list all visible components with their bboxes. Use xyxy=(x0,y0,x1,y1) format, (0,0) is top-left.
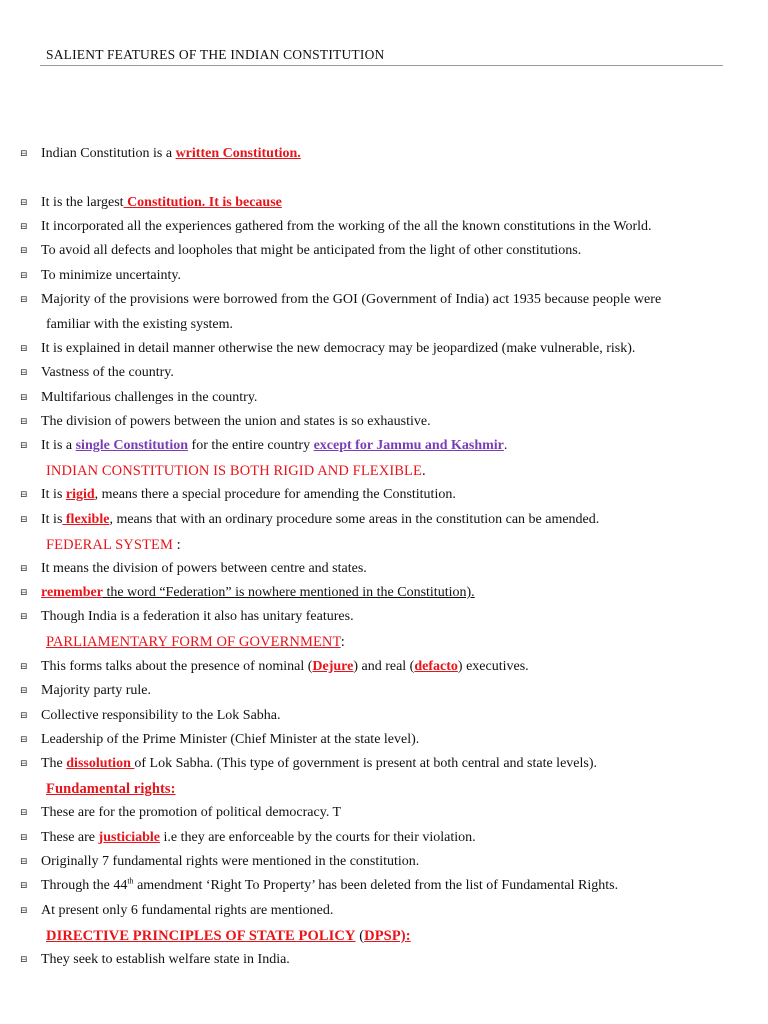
list-item: Collective responsibility to the Lok Sabha. xyxy=(41,708,281,723)
list-item: They seek to establish welfare state in India. xyxy=(41,952,290,967)
list-item: The division of powers between the union and states is so exhaustive. xyxy=(41,414,431,429)
list-item: It is the largest Constitution. It is because xyxy=(41,195,282,210)
list-item: These are for the promotion of political democracy. T xyxy=(41,805,342,820)
list-item: It incorporated all the experiences gathered from the working of the all the known constitutions in the World. xyxy=(41,219,652,234)
bullet-icon: ⊟ xyxy=(20,880,28,890)
emphasis-text: flexible xyxy=(62,512,110,527)
bullet-icon: ⊟ xyxy=(20,758,28,768)
list-item: It is a single Constitution for the entire country except for Jammu and Kashmir. xyxy=(41,438,508,453)
section-heading: Fundamental rights: xyxy=(46,781,176,797)
emphasis-text: Dejure xyxy=(312,659,354,674)
list-item: At present only 6 fundamental rights are mentioned. xyxy=(41,903,334,918)
list-item: remember the word “Federation” is nowhere mentioned in the Constitution). xyxy=(41,585,475,600)
bullet-icon: ⊟ xyxy=(20,343,28,353)
section-heading: INDIAN CONSTITUTION IS BOTH RIGID AND FLEXIBLE. xyxy=(46,463,426,479)
bullet-icon: ⊟ xyxy=(20,197,28,207)
bullet-icon: ⊟ xyxy=(20,587,28,597)
section-heading: FEDERAL SYSTEM : xyxy=(46,537,181,553)
list-item: It is rigid, means there a special procedure for amending the Constitution. xyxy=(41,487,456,502)
emphasis-text: Constitution. It is because xyxy=(123,195,282,210)
list-item: To avoid all defects and loopholes that might be anticipated from the light of other constitutions. xyxy=(41,243,582,258)
bullet-icon: ⊟ xyxy=(20,734,28,744)
emphasis-text: justiciable xyxy=(98,830,160,845)
bullet-icon: ⊟ xyxy=(20,245,28,255)
emphasis-text: defacto xyxy=(414,659,458,674)
bullet-icon: ⊟ xyxy=(20,905,28,915)
list-item: Vastness of the country. xyxy=(41,365,174,380)
list-item: Originally 7 fundamental rights were mentioned in the constitution. xyxy=(41,854,420,869)
emphasis-text: dissolution xyxy=(66,756,135,771)
emphasis-text: rigid xyxy=(65,487,95,502)
emphasis-text: except for Jammu and Kashmir xyxy=(313,438,504,453)
list-item: This forms talks about the presence of nominal (Dejure) and real (defacto) executives. xyxy=(41,659,529,674)
bullet-icon: ⊟ xyxy=(20,832,28,842)
list-item: Through the 44th amendment ‘Right To Property’ has been deleted from the list of Fundamental Rights. xyxy=(41,876,619,893)
emphasis-text: written Constitution. xyxy=(175,146,301,161)
list-item: Leadership of the Prime Minister (Chief Minister at the state level). xyxy=(41,732,420,747)
list-item: Though India is a federation it also has unitary features. xyxy=(41,609,354,624)
list-item: Majority party rule. xyxy=(41,683,152,698)
bullet-icon: ⊟ xyxy=(20,416,28,426)
list-item: Multifarious challenges in the country. xyxy=(41,390,258,405)
list-item: It means the division of powers between centre and states. xyxy=(41,561,367,576)
list-item-continuation: familiar with the existing system. xyxy=(46,317,234,332)
bullet-icon: ⊟ xyxy=(20,954,28,964)
list-item: These are justiciable i.e they are enforceable by the courts for their violation. xyxy=(41,830,476,845)
bullet-icon: ⊟ xyxy=(20,294,28,304)
bullet-icon: ⊟ xyxy=(20,685,28,695)
list-item: It is explained in detail manner otherwise the new democracy may be jeopardized (make vulnerable, risk). xyxy=(41,341,636,356)
bullet-icon: ⊟ xyxy=(20,270,28,280)
bullet-icon: ⊟ xyxy=(20,367,28,377)
bullet-icon: ⊟ xyxy=(20,148,28,158)
emphasis-text: single Constitution xyxy=(75,438,189,453)
list-item: Indian Constitution is a written Constitution. xyxy=(41,146,301,161)
list-item: Majority of the provisions were borrowed from the GOI (Government of India) act 1935 because people were xyxy=(41,292,662,307)
bullet-icon: ⊟ xyxy=(20,563,28,573)
bullet-icon: ⊟ xyxy=(20,392,28,402)
bullet-icon: ⊟ xyxy=(20,611,28,621)
document-title: SALIENT FEATURES OF THE INDIAN CONSTITUTION xyxy=(46,47,385,62)
bullet-icon: ⊟ xyxy=(20,440,28,450)
bullet-icon: ⊟ xyxy=(20,661,28,671)
list-item: The dissolution of Lok Sabha. (This type of government is present at both central and state levels). xyxy=(41,756,598,771)
bullet-icon: ⊟ xyxy=(20,489,28,499)
bullet-icon: ⊟ xyxy=(20,221,28,231)
bullet-icon: ⊟ xyxy=(20,514,28,524)
section-heading: PARLIAMENTARY FORM OF GOVERNMENT: xyxy=(46,634,345,650)
bullet-icon: ⊟ xyxy=(20,856,28,866)
section-heading: DIRECTIVE PRINCIPLES OF STATE POLICY (DPSP): xyxy=(46,928,411,944)
bullet-icon: ⊟ xyxy=(20,807,28,817)
list-item: To minimize uncertainty. xyxy=(41,268,182,283)
list-item: It is flexible, means that with an ordinary procedure some areas in the constitution can be amended. xyxy=(41,512,600,527)
title-underline-rule xyxy=(40,65,723,66)
bullet-icon: ⊟ xyxy=(20,710,28,720)
emphasis-text: remember xyxy=(41,585,103,600)
